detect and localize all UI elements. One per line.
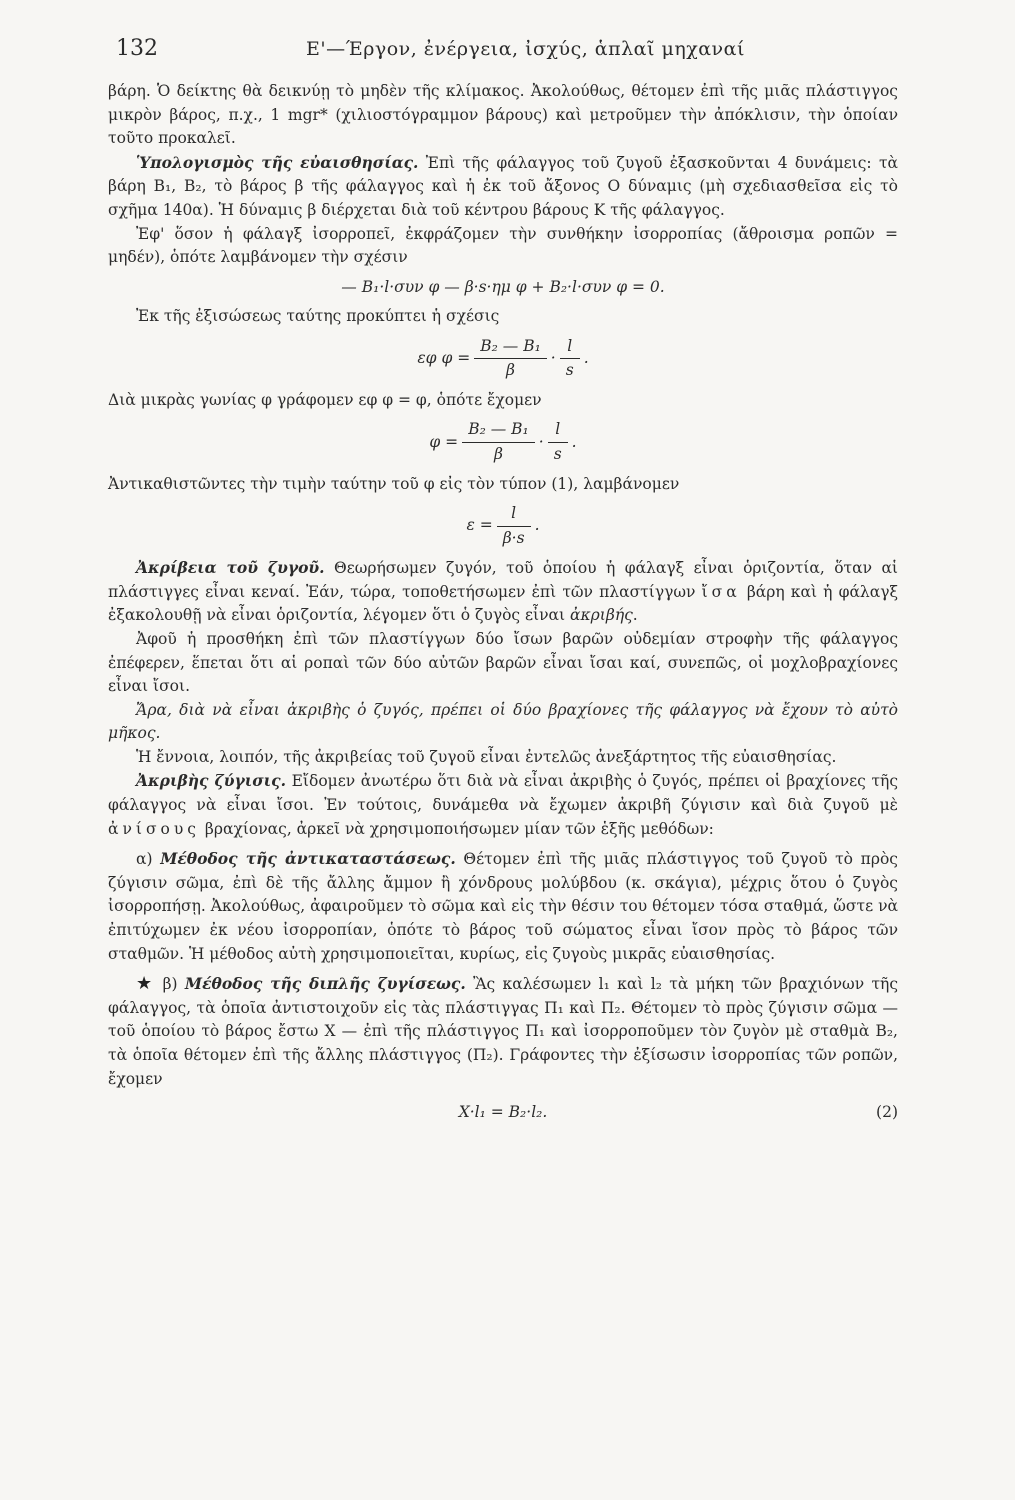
- running-title: Ε'—Έργον, ἐνέργεια, ἰσχύς, ἁπλαῖ μηχαναί: [306, 38, 745, 60]
- method-text: Ἂς καλέσωμεν l₁ καὶ l₂ τὰ μήκη τῶν βραχιόνων τῆς φάλαγγος, τὰ ὁποῖα ἀντιστοιχοῦν εἰς τὰς πλάστιγγας Π₁ καὶ Π₂. Θέτομεν τὸ πρὸς ζύγισιν σῶμα — τοῦ ὁποίου τὸ βάρος ἔστω X — ἐπὶ τῆς πλάστιγγος Π₁ καὶ ἰσορροποῦμεν τὸν ζυγὸν μὲ σταθμὰ B₂, τὰ ὁποῖα θέτομεν ἐπὶ τῆς ἄλλης πλάστιγγος (Π₂). Γράφοντες τὴν ἐξίσωσιν ἰσορροπίας τῶν ροπῶν, ἔχομεν: [108, 975, 898, 1088]
- fraction: [548, 418, 568, 466]
- paragraph-conclusion: Ἄρα, διὰ νὰ εἶναι ἀκριβὴς ὁ ζυγός, πρέπει οἱ δύο βραχίονες τῆς φάλαγγος νὰ ἔχουν τὸ αὐτὸ μῆκος.: [108, 700, 898, 743]
- fraction-numerator: l: [497, 502, 531, 527]
- fraction-denominator: β: [493, 445, 503, 464]
- paragraph-independence: Ἡ ἔννοια, λοιπόν, τῆς ἀκριβείας τοῦ ζυγοῦ εἶναι ἐντελῶς ἀνεξάρτητος τῆς εὐαισθησίας.: [136, 747, 837, 766]
- paragraph-moments-equal: Ἀφοῦ ἡ προσθήκη ἐπὶ τῶν πλαστίγγων δύο ἴσων βαρῶν οὐδεμίαν στροφὴν τῆς φάλαγγος ἐπέφερεν, ἕπεται ὅτι αἱ ροπαὶ τῶν δύο αὐτῶν βαρῶν εἶναι ἴσαι καί, συνεπῶς, οἱ μοχλοβραχίονες εἶναι ἴσοι.: [108, 629, 898, 696]
- fraction: [560, 335, 580, 383]
- multiply-dot: ·: [550, 349, 556, 368]
- section-heading: Ἀκρίβεια τοῦ ζυγοῦ.: [136, 558, 325, 578]
- page-body: [108, 80, 898, 1131]
- paragraph-intro: βάρη. Ὁ δείκτης θὰ δεικνύῃ τὸ μηδὲν τῆς κλίμακος. Ἀκολούθως, θέτομεν ἐπὶ τῆς μιᾶς πλάστιγγος μικρὸν βάρος, π.χ., 1 mgr* (χιλιοστόγραμμον βάρους) καὶ μετροῦμεν τὴν ἀπόκλισιν, τὴν ὁποίαν τοῦτο προκαλεῖ.: [108, 82, 898, 148]
- fraction-numerator: B₂ — B₁: [462, 418, 535, 443]
- equation-end: .: [583, 349, 589, 368]
- method-label: β): [162, 975, 178, 994]
- multiply-dot: ·: [538, 432, 544, 451]
- fraction-numerator: l: [560, 335, 580, 360]
- section-accurate-weighing: [108, 769, 898, 841]
- equation-tan-phi: [108, 333, 898, 385]
- section-heading: Ἀκριβὴς ζύγισις.: [136, 771, 286, 791]
- method-text: Θέτομεν ἐπὶ τῆς μιᾶς πλάστιγγος τοῦ ζυγοῦ τὸ πρὸς ζύγισιν σῶμα, ἐπὶ δὲ τῆς ἄλλης ἄμμον ἢ χόνδρους μολύβδου (κ. σκάγια), μέχρις ὅτου ὁ ζυγὸς ἰσορροπήσῃ. Ἀκολούθως, ἀφαιροῦμεν τὸ σῶμα καὶ εἰς τὴν θέσιν του θέτομεν τόσα σταθμά, ὥστε νὰ ἐπιτύχωμεν ἐκ νέου ἰσορροπίαν, ὁπότε τὸ βάρος τοῦ σώματος εἶναι ἴσον πρὸς τὸ βάρος τῶν σταθμῶν. Ἡ μέθοδος αὐτὴ χρησιμοποιεῖται, κυρίως, εἰς ζυγοὺς μικρᾶς εὐαισθησίας.: [108, 850, 898, 963]
- equation-double-weighing: [108, 1101, 898, 1125]
- fraction: [497, 502, 531, 550]
- spaced-word: ἴσα: [701, 582, 741, 601]
- fraction: [462, 418, 535, 466]
- equation-sensitivity: [108, 500, 898, 552]
- section-text: βάρη καὶ ἡ φάλαγξ ἐξακολουθῇ νὰ εἶναι ὁριζοντία, λέγομεν ὅτι ὁ ζυγὸς εἶναι: [108, 582, 898, 625]
- section-text: Ἐπὶ τῆς φάλαγγος τοῦ ζυγοῦ ἐξασκοῦνται 4 δυνάμεις: τὰ βάρη B₁, B₂, τὸ βάρος β τῆς φάλαγγος καὶ ἡ ἐκ τοῦ ἄξονος O δύναμις (μὴ σχεδιασθεῖσα εἰς τὸ σχῆμα 140α). Ἡ δύναμις β διέρχεται διὰ τοῦ κέντρου βάρους K τῆς φάλαγγος.: [108, 153, 898, 219]
- fraction-denominator: β·s: [502, 528, 525, 547]
- paragraph-equilibrium: Ἐφ' ὅσον ἡ φάλαγξ ἰσορροπεῖ, ἐκφράζομεν τὴν συνθήκην ἰσορροπίας (ἄθροισμα ροπῶν = μηδέν), ὁπότε λαμβάνομεν τὴν σχέσιν: [108, 224, 898, 267]
- method-label: α): [136, 850, 153, 869]
- equation-end: .: [534, 516, 540, 535]
- spaced-word: ἀνίσους: [108, 819, 200, 838]
- fraction: [474, 335, 547, 383]
- page-header: [116, 36, 886, 66]
- method-heading: Μέθοδος τῆς ἀντικαταστάσεως.: [160, 849, 456, 869]
- equation-lhs: φ =: [429, 432, 459, 451]
- equation-lhs: ε =: [466, 516, 493, 535]
- fraction-denominator: s: [565, 361, 574, 380]
- section-text: βραχίονας, ἀρκεῖ νὰ χρησιμοποιήσωμεν μίαν τῶν ἑξῆς μεθόδων:: [199, 819, 714, 838]
- paragraph-derive: Ἐκ τῆς ἐξισώσεως ταύτης προκύπτει ἡ σχέσις: [136, 307, 500, 326]
- fraction-numerator: B₂ — B₁: [474, 335, 547, 360]
- equation-phi: [108, 417, 898, 469]
- equation-label: (2): [876, 1103, 898, 1122]
- paragraph-small-angles: Διὰ μικρὰς γωνίας φ γράφομεν εφ φ = φ, ὁπότε ἔχομεν: [108, 390, 542, 409]
- equation-moments: — B₁·l·συν φ — β·s·ημ φ + B₂·l·συν φ = 0.: [341, 277, 665, 296]
- fraction-denominator: s: [553, 445, 562, 464]
- section-text: .: [632, 606, 638, 625]
- section-text: Θεωρήσωμεν ζυγόν, τοῦ ὁποίου ἡ φάλαγξ εἶναι ὁριζοντία, ὅταν αἱ πλάστιγγες εἶναι κεναί. Ἐάν, τώρα, τοποθετήσωμεν ἐπὶ τῶν πλαστίγγων: [108, 559, 898, 601]
- equation-end: .: [571, 432, 577, 451]
- section-heading: Ὑπολογισμὸς τῆς εὐαισθησίας.: [136, 152, 419, 172]
- page-number: 132: [116, 36, 158, 61]
- method-double-weighing: [108, 972, 898, 1091]
- equation-body: X·l₁ = B₂·l₂.: [458, 1103, 548, 1122]
- italic-word: ἀκριβής: [570, 606, 633, 625]
- method-substitution: [108, 847, 898, 966]
- paragraph-substitute: Ἀντικαθιστῶντες τὴν τιμὴν ταύτην τοῦ φ εἰς τὸν τύπον (1), λαμβάνομεν: [108, 474, 680, 493]
- fraction-numerator: l: [548, 418, 568, 443]
- section-text: Εἴδομεν ἀνωτέρω ὅτι διὰ νὰ εἶναι ἀκριβὴς ὁ ζυγός, πρέπει οἱ βραχίονες τῆς φάλαγγος νὰ εἶναι ἴσοι. Ἐν τούτοις, δυνάμεθα νὰ ἔχωμεν ἀκριβῆ ζύγισιν καὶ διὰ ζυγοῦ μὲ: [108, 772, 899, 815]
- star-icon: ★: [136, 973, 155, 995]
- section-sensitivity-calc: [108, 151, 898, 223]
- equation-lhs: εφ φ =: [417, 349, 471, 368]
- section-accuracy: [108, 556, 898, 628]
- method-heading: Μέθοδος τῆς διπλῆς ζυγίσεως.: [184, 974, 466, 994]
- fraction-denominator: β: [506, 361, 515, 380]
